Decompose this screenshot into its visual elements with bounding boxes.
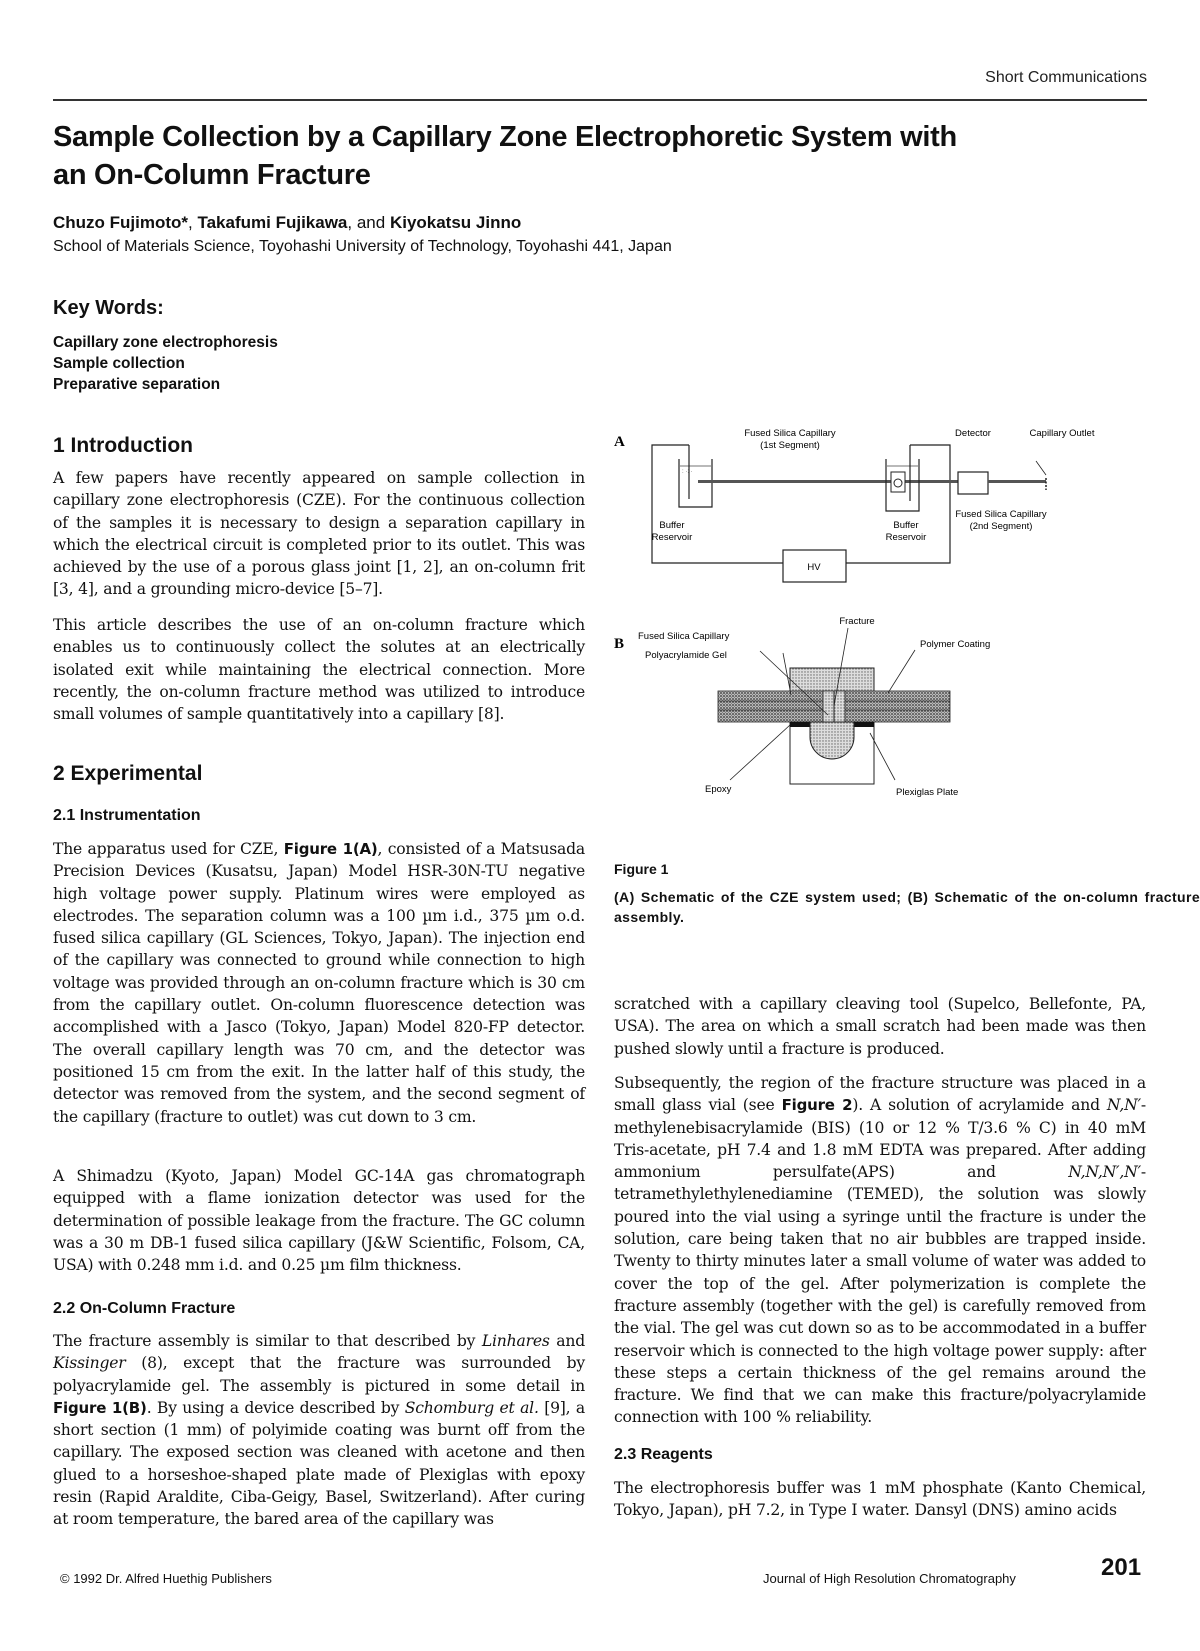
author-2: Takafumi Fujikawa — [197, 213, 348, 232]
chemical-prefix: N,N,N′,N′ — [1068, 1163, 1141, 1182]
chemical-prefix: N,N′ — [1106, 1096, 1141, 1115]
figure-1a-reference[interactable]: Figure 1(A) — [283, 840, 378, 858]
running-head: Short Communications — [985, 69, 1147, 86]
capillary-outlet-label: Capillary Outlet — [1029, 428, 1095, 439]
text: Subsequently, the region of the fracture structure was placed in a small glass vial (see — [614, 1074, 1146, 1115]
subsection-heading-reagents: 2.3 Reagents — [614, 1446, 713, 1463]
fused-silica-label: Fused Silica Capillary — [638, 631, 730, 642]
polymer-coating-label: Polymer Coating — [920, 639, 991, 650]
intro-paragraph-2: This article describes the use of an on-column fracture which enables us to continuously collect the solutes at an electrically isolated exit while maintaining the electrical connection. More recently, the on-column fracture method was utilized to introduce small volumes of sample quantitatively into a capillary [8]. — [53, 616, 585, 724]
figure-1-diagram — [600, 425, 1160, 865]
subsection-heading-instrumentation: 2.1 Instrumentation — [53, 807, 201, 824]
affiliation: School of Materials Science, Toyohashi University of Technology, Toyohashi 441, Japan — [53, 238, 672, 255]
epoxy-label: Epoxy — [705, 784, 732, 795]
author-sep: , — [188, 213, 198, 232]
text: -tetramethylethylenediamine (TEMED), the solution was slowly poured into the vial using a syringe until the fracture is under the solution, care being taken that no air bubbles are trapped inside. Twenty to thirty minutes later a small volume of water was added to cover the top of the gel. After polymerization is complete the fracture assembly (together with the gel) is carefully removed from the vial. The gel was cut down so as to be accommodated in a buffer reservoir which is connected to the high voltage power supply: after these steps a certain thickness of the gel remains around the fracture. We find that we can make this fracture/polyacrylamide connection with 100 % reliability. — [614, 1163, 1146, 1427]
author-citation: Kissinger — [53, 1354, 126, 1373]
intro-paragraph-1: A few papers have recently appeared on sample collection in capillary zone electrophoresis (CZE). For the continuous collection of the samples it is necessary to design a separation capillary in which the electrical circuit is completed prior to its outlet. This was achieved by the use of a porous glass joint [1, 2], an on-column frit [3, 4], and a grounding micro-device [5–7]. — [53, 469, 585, 599]
keyword: Capillary zone electrophoresis — [53, 334, 278, 351]
copyright-notice: © 1992 Dr. Alfred Huethig Publishers — [60, 1571, 272, 1586]
text: . By using a device described by — [146, 1398, 405, 1417]
figure-caption-title: Figure 1 — [614, 861, 669, 877]
buffer-left-sublabel: Reservoir — [651, 532, 693, 543]
capillary-2nd-label: Fused Silica Capillary — [955, 509, 1047, 520]
author-sep: , and — [347, 213, 390, 232]
plexiglas-plate-label: Plexiglas Plate — [896, 787, 959, 798]
author-3: Kiyokatsu Jinno — [389, 213, 522, 232]
reagents-paragraph-1: The electrophoresis buffer was 1 mM phosphate (Kanto Chemical, Tokyo, Japan), pH 7.2, in Type I water. Dansyl (DNS) amino acids — [614, 1479, 1146, 1520]
text: and — [549, 1332, 585, 1350]
text: (8), except that the fracture was surrounded by polyacrylamide gel. The assembly is pictured in some detail in — [53, 1354, 585, 1395]
polyacrylamide-gel-label: Polyacrylamide Gel — [645, 650, 727, 661]
journal-name: Journal of High Resolution Chromatography — [763, 1571, 1016, 1586]
figure-caption-body: (A) Schematic of the CZE system used; (B) Schematic of the on-column fracture assembly. — [614, 889, 1200, 925]
fracture-paragraph-2: scratched with a capillary cleaving tool (Supelco, Bellefonte, PA, USA). The area on which a small scratch had been made was then pushed slowly until a fracture is produced. — [614, 995, 1146, 1058]
instrumentation-paragraph-2: A Shimadzu (Kyoto, Japan) Model GC-14A gas chromatograph equipped with a flame ionization detector was used for the determination of possible leakage from the fracture. The GC column was a 30 m DB-1 fused silica capillary (J&W Scientific, Folsom, CA, USA) with 0.248 mm i.d. and 0.25 µm film thickness. — [53, 1167, 585, 1275]
figure-1b-reference[interactable]: Figure 1(B) — [53, 1398, 147, 1417]
buffer-right-sublabel: Reservoir — [885, 532, 927, 543]
text: [9], a short section (1 mm) of polyimide coating was burnt off from the capillary. The exposed section was cleaned with acetone and then glued to a horseshoe-shaped plate made of Plexiglas with epoxy resin (Rapid Araldite, Ciba-Geigy, Basel, Switzerland). After curing at room temperature, the bared area of the capillary was — [53, 1398, 586, 1529]
buffer-right-label: Buffer — [893, 520, 919, 531]
fracture-paragraph-1 — [53, 1330, 585, 1531]
keyword: Preparative separation — [53, 376, 221, 393]
svg-text:: ·: ·: : ·: · — [682, 469, 693, 475]
panel-a-letter: A — [614, 434, 625, 450]
page-number: 201 — [1101, 1554, 1142, 1581]
fracture-paragraph-3 — [614, 1072, 1146, 1429]
title-line-2: an On-Column Fracture — [53, 159, 371, 191]
header-rule — [53, 99, 1147, 101]
figure-2-reference[interactable]: Figure 2 — [781, 1096, 853, 1115]
paper-title — [53, 118, 1153, 194]
text: The fracture assembly is similar to that described by — [53, 1332, 482, 1350]
text: The apparatus used for CZE, — [53, 840, 284, 858]
subsection-heading-fracture: 2.2 On-Column Fracture — [53, 1300, 236, 1317]
fracture-label: Fracture — [839, 616, 875, 627]
hv-label: HV — [807, 562, 821, 573]
detector-label: Detector — [955, 428, 991, 439]
buffer-left-label: Buffer — [659, 520, 685, 531]
author-citation: Schomburg et al. — [404, 1398, 539, 1417]
instrumentation-paragraph-1 — [53, 838, 585, 1128]
section-heading-experimental: 2 Experimental — [53, 762, 203, 785]
author-list — [53, 213, 521, 233]
text: , consisted of a Matsusada Precision Devices (Kusatsu, Japan) Model HSR-30N-TU negative high voltage power supply. Platinum wires were employed as electrodes. The separation column was a 100 µm i.d., 375 µm o.d. fused silica capillary (GL Sciences, Tokyo, Japan). The injection end of the capillary was connected to ground while connection to high voltage was provided through an on-column fracture which is 30 cm from the capillary outlet. On-column fluorescence detection was accomplished with a Jasco (Tokyo, Japan) Model 820-FP detector. The overall capillary length was 70 cm, and the detector was positioned 15 cm from the exit. In the latter half of this study, the detector was removed from the system, and the second segment of the capillary (fracture to outlet) was cut down to 3 cm. — [53, 840, 585, 1126]
figure-1 — [600, 425, 1160, 865]
author-1: Chuzo Fujimoto* — [53, 213, 189, 232]
author-citation: Linhares — [481, 1332, 550, 1350]
keywords-list — [53, 332, 278, 395]
keywords-heading: Key Words: — [53, 297, 164, 319]
capillary-2nd-sublabel: (2nd Segment) — [969, 521, 1033, 532]
section-heading-introduction: 1 Introduction — [53, 434, 193, 457]
text: ). A solution of acrylamide and — [852, 1096, 1107, 1115]
title-line-1: Sample Collection by a Capillary Zone Electrophoretic System with — [53, 121, 957, 153]
keyword: Sample collection — [53, 355, 185, 372]
capillary-1st-sublabel: (1st Segment) — [760, 440, 820, 451]
panel-b-letter: B — [614, 636, 625, 652]
capillary-1st-label: Fused Silica Capillary — [744, 428, 836, 439]
text: -methylenebisacrylamide (BIS) (10 or 12 % T/3.6 % C) in 40 mM Tris-acetate, pH 7.4 and 1.8 mM EDTA was prepared. After adding ammonium persulfate(APS) and — [614, 1096, 1146, 1182]
